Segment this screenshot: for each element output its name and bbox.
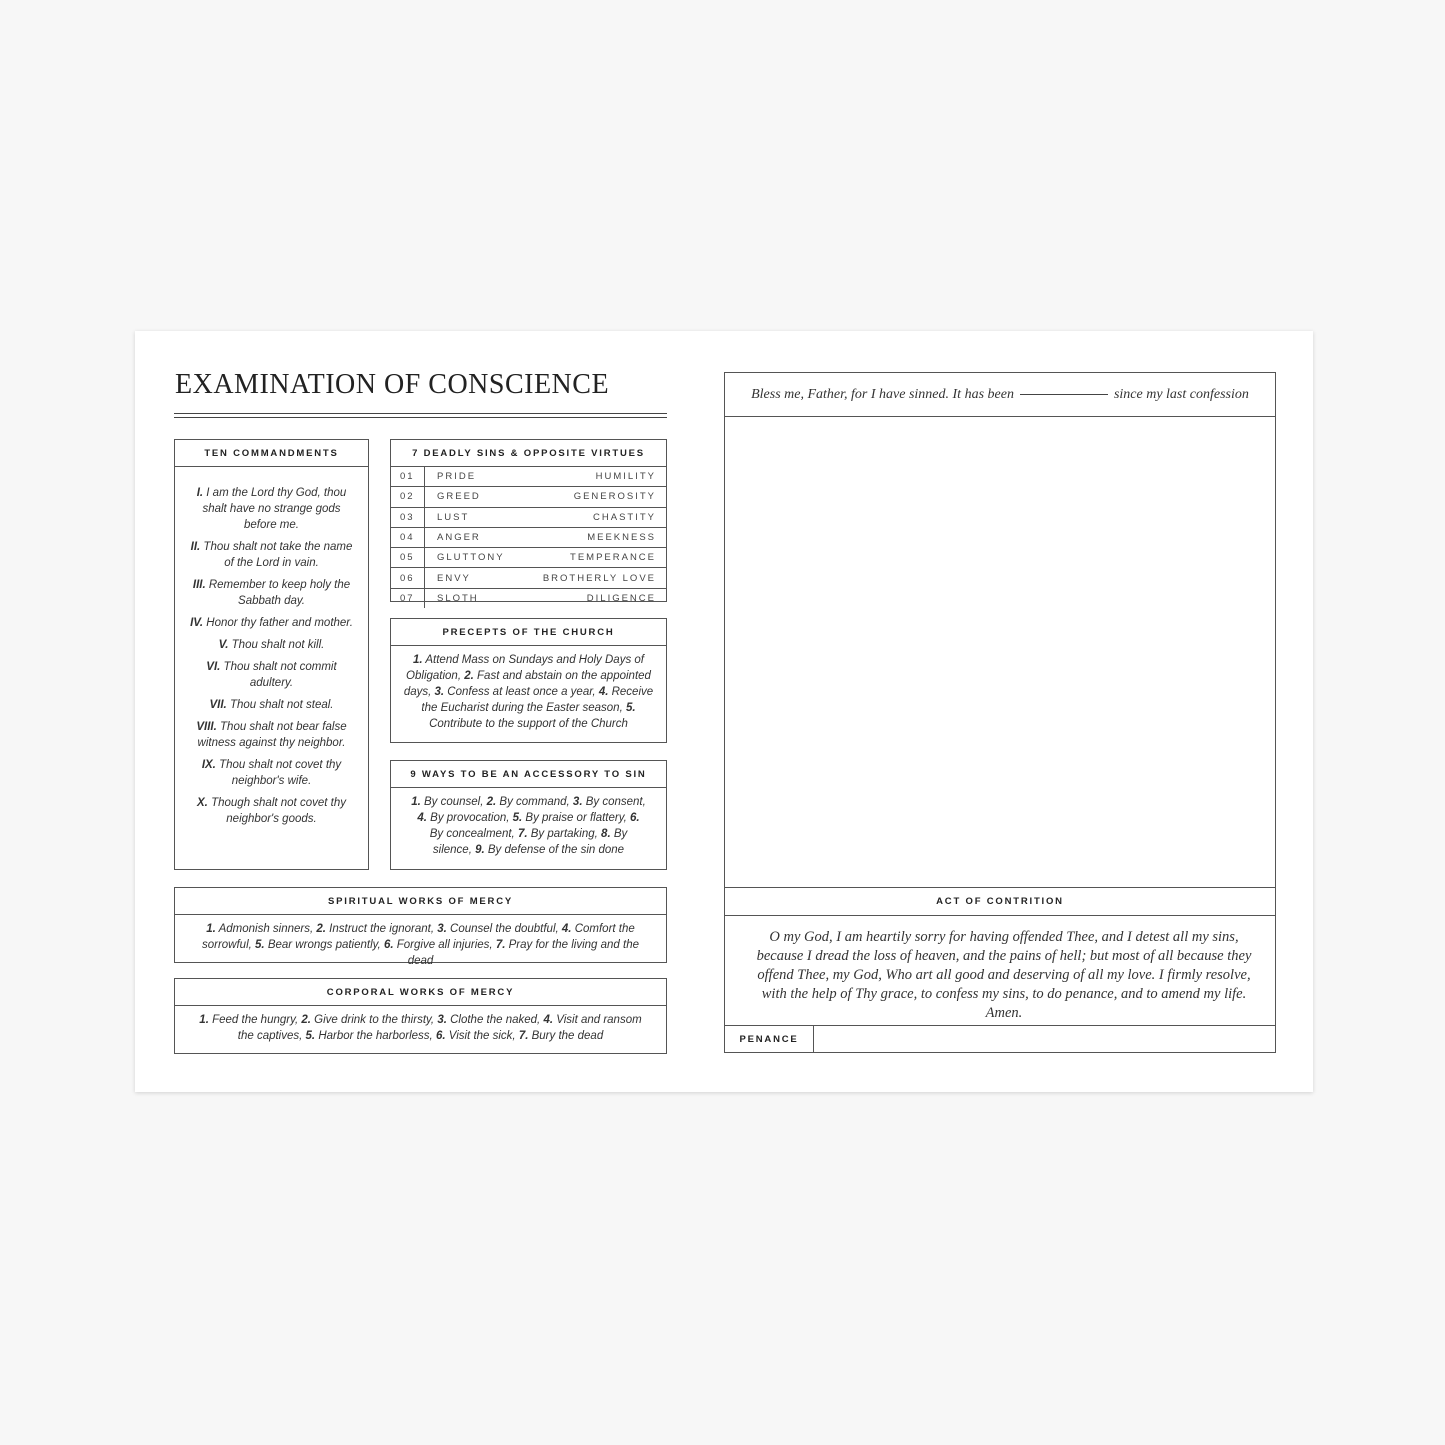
spiritual-works-text: 1. Admonish sinners, 2. Instruct the ignorant, 3. Counsel the doubtful, 4. Comfort the sorrowful, 5. Bear wrongs patiently, 6. Forgive all injuries, 7. Pray for the living and the dead <box>201 923 640 967</box>
penance-field[interactable] <box>814 1026 1275 1053</box>
confession-prefix: Bless me, Father, for I have sinned. It has been <box>751 386 1014 402</box>
ten-commandments-box <box>174 439 369 870</box>
notes-area[interactable] <box>725 417 1275 888</box>
accessory-text: 1. By counsel, 2. By command, 3. By consent, 4. By provocation, 5. By praise or flattery, 6. By concealment, 7. By partaking, 8. By silence, 9. By defense of the sin done <box>411 796 646 856</box>
deadly-sins-heading: 7 DEADLY SINS & OPPOSITE VIRTUES <box>391 440 666 467</box>
contrition-heading: ACT OF CONTRITION <box>725 888 1275 916</box>
table-row: 03 LUST CHASTITY <box>391 508 666 528</box>
penance-row <box>725 1026 1275 1053</box>
accessory-box <box>390 760 667 870</box>
commandment-item: VII. Thou shalt not steal. <box>209 699 334 711</box>
table-row: 01 PRIDE HUMILITY <box>391 467 666 487</box>
precepts-heading: PRECEPTS OF THE CHURCH <box>391 619 666 646</box>
precepts-text: 1. Attend Mass on Sundays and Holy Days of Obligation, 2. Fast and abstain on the appointed days, 3. Confess at least once a year, 4. Receive the Eucharist during the Easter season, 5. Contribute to the support of the Church <box>403 654 654 730</box>
penance-label: PENANCE <box>725 1026 814 1053</box>
confession-suffix: since my last confession <box>1113 386 1249 402</box>
title-rule-top <box>174 413 667 414</box>
commandment-item: IV. Honor thy father and mother. <box>190 617 353 629</box>
spiritual-works-box <box>174 887 667 967</box>
commandment-item: V. Thou shalt not kill. <box>218 639 325 651</box>
confession-line <box>725 373 1275 417</box>
commandment-item: II. Thou shalt not take the name of the Lord in vain. <box>190 541 353 569</box>
commandment-item: IX. Thou shalt not covet thy neighbor's wife. <box>201 759 342 787</box>
spiritual-works-heading: SPIRITUAL WORKS OF MERCY <box>175 888 666 915</box>
precepts-box <box>390 618 667 743</box>
commandment-item: I. I am the Lord thy God, thou shalt have no strange gods before me. <box>196 487 347 531</box>
page-title: EXAMINATION OF CONSCIENCE <box>175 369 610 400</box>
commandment-item: X. Though shalt not covet thy neighbor's goods. <box>197 797 346 825</box>
time-since-blank[interactable] <box>1020 394 1108 395</box>
table-row: 02 GREED GENEROSITY <box>391 487 666 507</box>
confession-panel <box>724 372 1276 1053</box>
table-row: 04 ANGER MEEKNESS <box>391 528 666 548</box>
table-row: 05 GLUTTONY TEMPERANCE <box>391 548 666 568</box>
deadly-sins-box <box>390 439 667 602</box>
worksheet-page <box>135 331 1313 1092</box>
table-row: 06 ENVY BROTHERLY LOVE <box>391 568 666 588</box>
deadly-sins-table <box>391 467 666 608</box>
accessory-heading: 9 WAYS TO BE AN ACCESSORY TO SIN <box>391 761 666 788</box>
commandment-item: VIII. Thou shalt not bear false witness against thy neighbor. <box>196 721 347 749</box>
contrition-text: O my God, I am heartily sorry for having offended Thee, and I detest all my sins, because I dread the loss of heaven, and the pains of hell; but most of all because they offend Thee, my God, Who art all good and deserving of all my love. I firmly resolve, with the help of Thy grace, to confess my sins, to do penance, and to amend my life. Amen. <box>725 916 1275 1026</box>
commandment-item: VI. Thou shalt not commit adultery. <box>206 661 337 689</box>
corporal-works-box <box>174 978 667 1054</box>
corporal-works-text: 1. Feed the hungry, 2. Give drink to the thirsty, 3. Clothe the naked, 4. Visit and ransom the captives, 5. Harbor the harborless, 6. Visit the sick, 7. Bury the dead <box>199 1014 642 1042</box>
commandment-item: III. Remember to keep holy the Sabbath day. <box>192 579 351 607</box>
table-row: 07 SLOTH DILIGENCE <box>391 589 666 608</box>
corporal-works-heading: CORPORAL WORKS OF MERCY <box>175 979 666 1006</box>
ten-commandments-heading: TEN COMMANDMENTS <box>175 440 368 467</box>
title-rule-bottom <box>174 417 667 418</box>
